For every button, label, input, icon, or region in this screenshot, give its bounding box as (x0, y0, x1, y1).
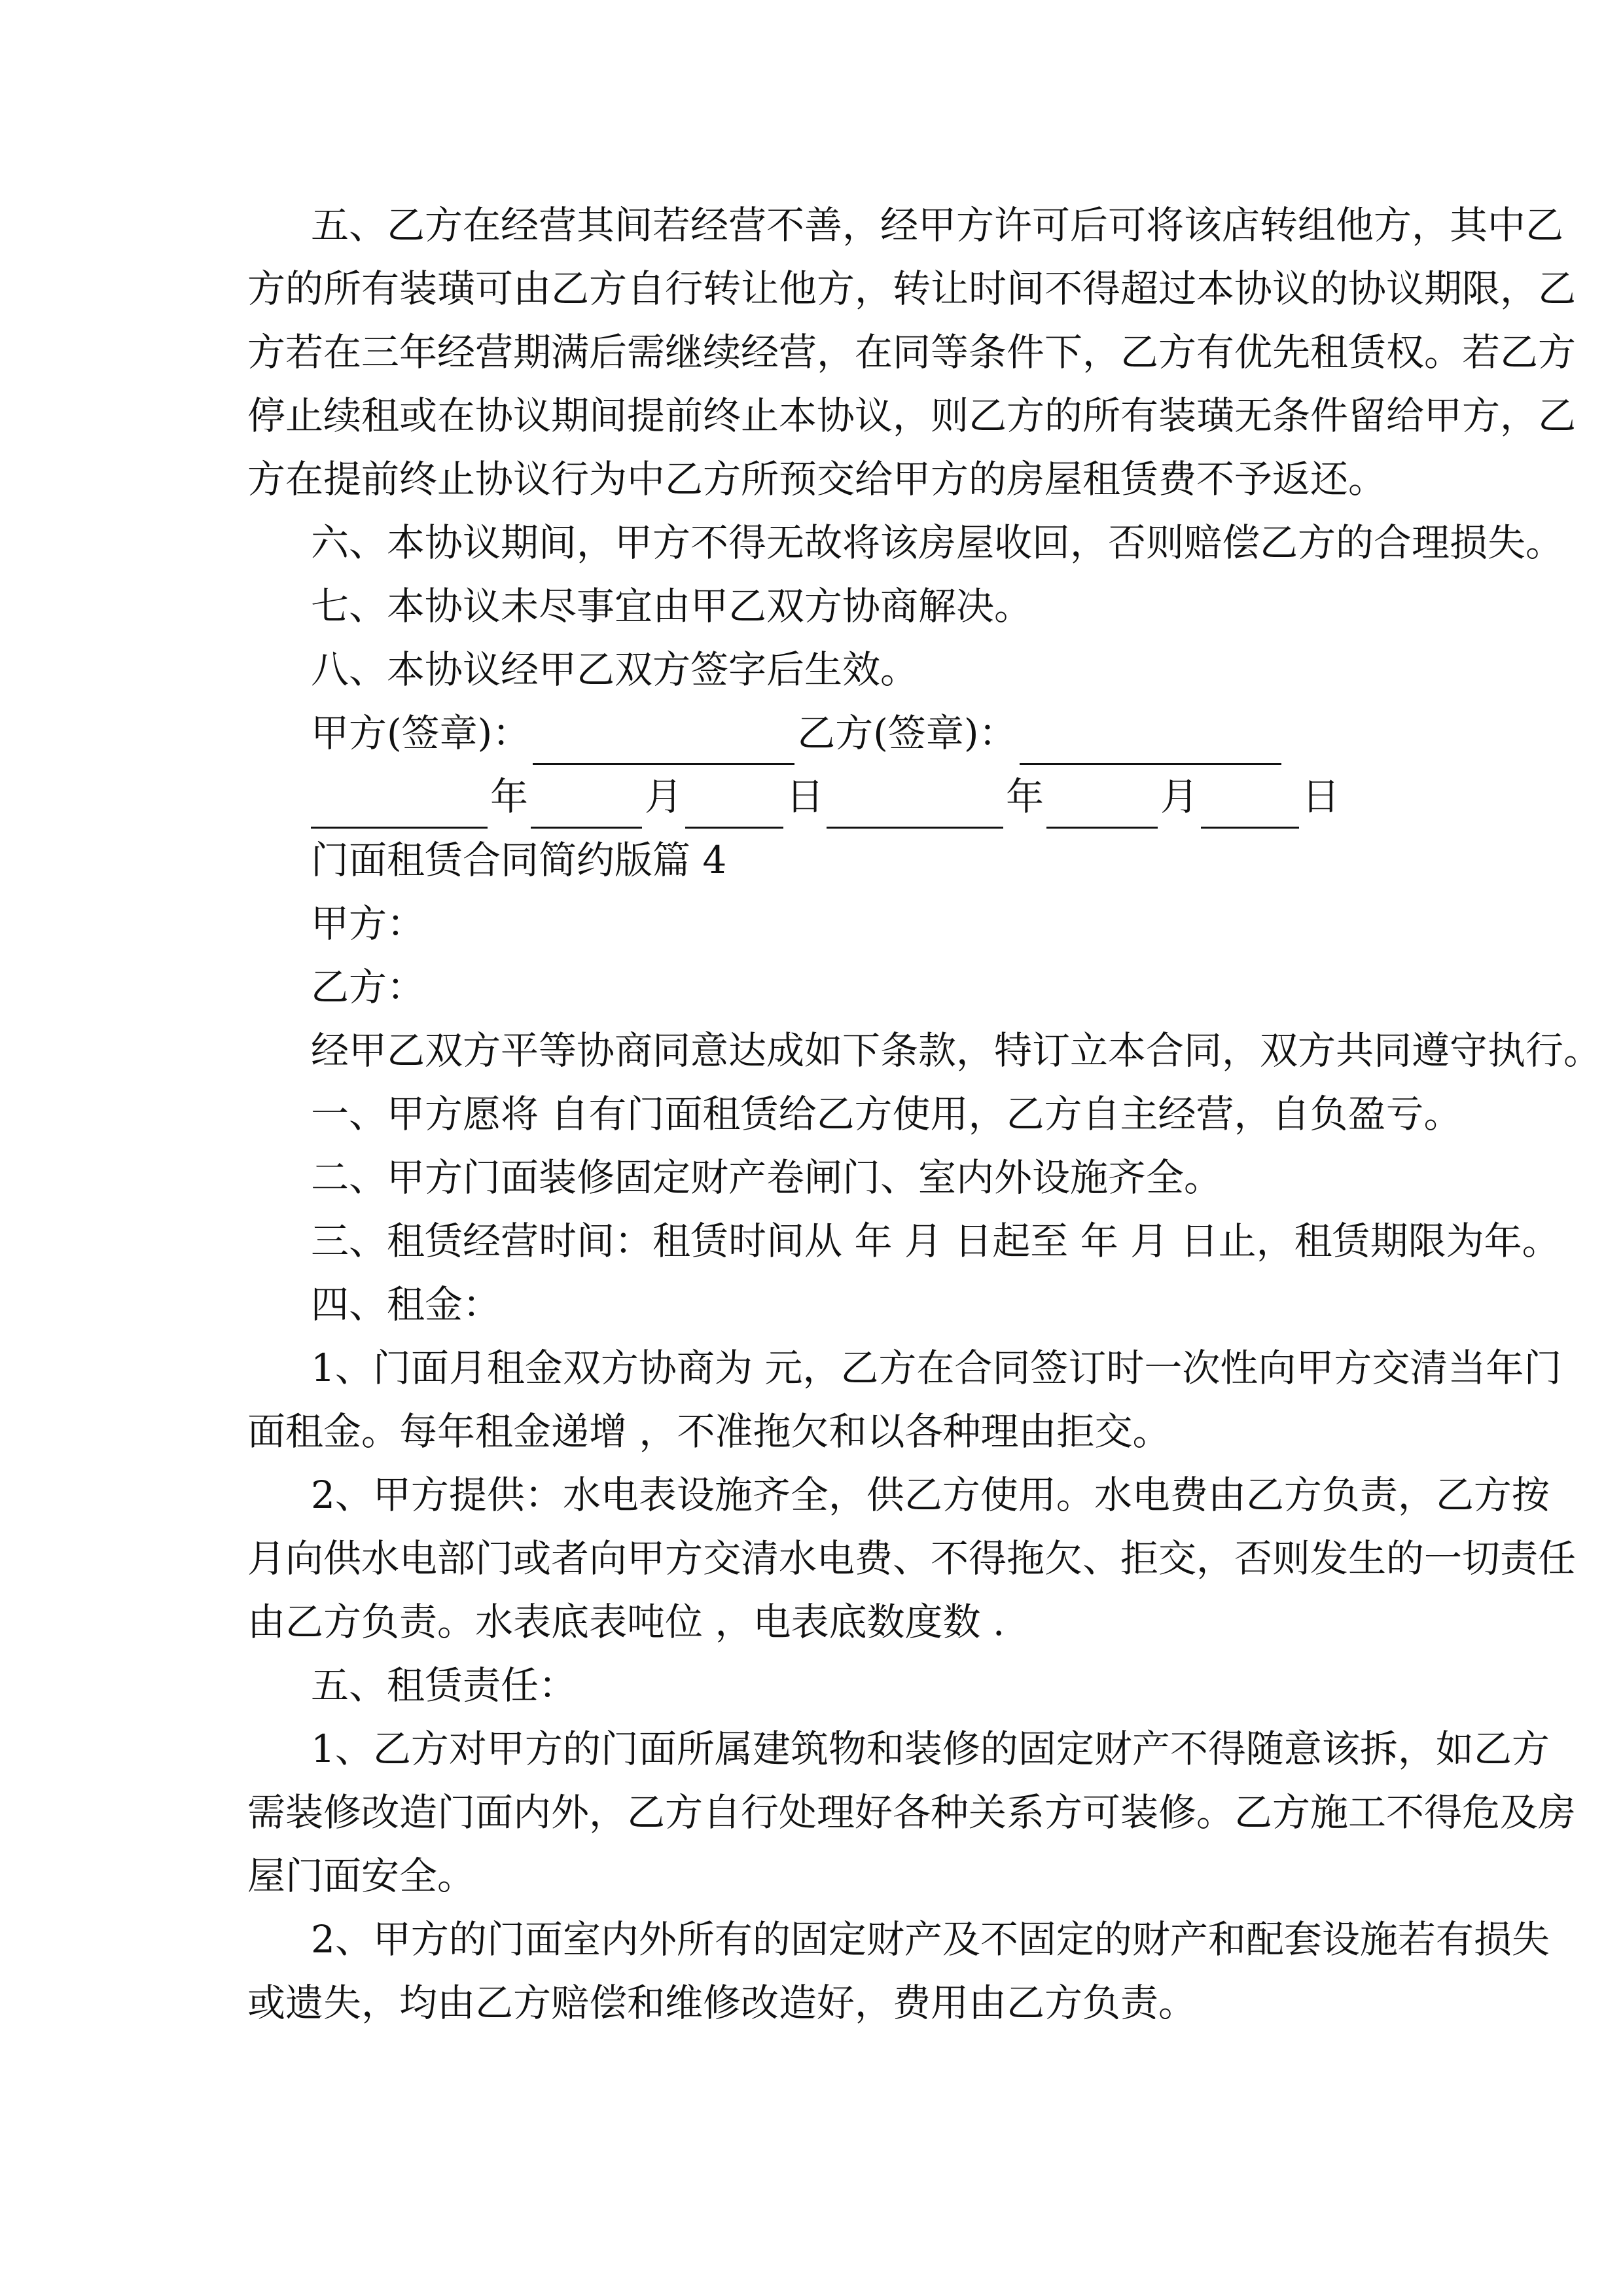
party-a-line: 甲方： (311, 901, 425, 946)
day-label: 日 (786, 774, 825, 819)
item-3: 三、租赁经营时间：租赁时间从 年 月 日起至 年 月 日止，租赁期限为年。 (311, 1219, 1560, 1263)
document-page (247, 194, 1602, 2035)
clause-6: 六、本协议期间，甲方不得无故将该房屋收回，否则赔偿乙方的合理损失。 (311, 520, 1564, 565)
paragraph-line: 2、甲方的门面室内外所有的固定财产及不固定的财产和配套设施若有损失 (311, 1917, 1550, 1962)
item-5-heading: 五、租赁责任： (311, 1663, 577, 1708)
party-b-line: 乙方： (311, 965, 425, 1009)
signature-row (247, 702, 1389, 765)
paragraph-line: 五、乙方在经营其间若经营不善，经甲方许可后可将该店转组他方，其中乙 (311, 203, 1564, 247)
section-title: 门面租赁合同简约版篇 4 (311, 838, 727, 882)
year-blank-a[interactable] (311, 783, 488, 829)
preamble: 经甲乙双方平等协商同意达成如下条款，特订立本合同，双方共同遵守执行。 (311, 1028, 1602, 1073)
responsibility-clause-1 (247, 1717, 1577, 1908)
item-2: 二、甲方门面装修固定财产卷闸门、室内外设施齐全。 (311, 1155, 1222, 1200)
paragraph-line: 停止续租或在协议期间提前终止本协议，则乙方的所有装璜无条件留给甲方，乙 (247, 393, 1577, 438)
party-b-signature-blank[interactable] (1020, 720, 1281, 765)
month-label: 月 (645, 774, 683, 819)
clause-5-continued (247, 194, 1577, 511)
month-blank-a[interactable] (531, 783, 642, 829)
year-blank-b[interactable] (827, 783, 1003, 829)
clause-7: 七、本协议未尽事宜由甲乙双方协商解决。 (311, 584, 1033, 628)
day-blank-b[interactable] (1201, 783, 1299, 829)
month-label: 月 (1160, 774, 1199, 819)
month-blank-b[interactable] (1046, 783, 1158, 829)
paragraph-line: 方在提前终止协议行为中乙方所预交给甲方的房屋租赁费不予返还。 (247, 457, 1387, 501)
item-1: 一、甲方愿将 自有门面租赁给乙方使用，乙方自主经营，自负盈亏。 (311, 1092, 1462, 1136)
party-a-signature-label: 甲方(签章)： (311, 711, 531, 755)
paragraph-line: 方若在三年经营期满后需继续经营，在同等条件下，乙方有优先租赁权。若乙方 (247, 330, 1577, 374)
year-label: 年 (490, 774, 529, 819)
rent-clause-1 (247, 1336, 1562, 1463)
paragraph-line: 月向供水电部门或者向甲方交清水电费、不得拖欠、拒交，否则发生的一切责任 (247, 1536, 1577, 1581)
paragraph-line: 方的所有装璜可由乙方自行转让他方，转让时间不得超过本协议的协议期限，乙 (247, 266, 1577, 311)
paragraph-line: 需装修改造门面内外，乙方自行处理好各种关系方可装修。乙方施工不得危及房 (247, 1790, 1577, 1835)
paragraph-line: 屋门面安全。 (247, 1854, 476, 1898)
paragraph-line: 由乙方负责。水表底表吨位 ，电表底数度数 . (247, 1600, 1005, 1644)
day-label: 日 (1302, 774, 1340, 819)
clause-8: 八、本协议经甲乙双方签字后生效。 (311, 647, 919, 692)
day-blank-a[interactable] (685, 783, 783, 829)
paragraph-line: 1、门面月租金双方协商为 元，乙方在合同签订时一次性向甲方交清当年门 (311, 1346, 1562, 1390)
party-b-signature-label: 乙方(签章)： (797, 711, 1017, 755)
year-label: 年 (1006, 774, 1044, 819)
responsibility-clause-2 (247, 1908, 1550, 2035)
paragraph-line: 或遗失，均由乙方赔偿和维修改造好，费用由乙方负责。 (247, 1981, 1197, 2025)
paragraph-line: 2、甲方提供：水电表设施齐全，供乙方使用。水电费由乙方负责，乙方按 (311, 1473, 1550, 1517)
item-4-heading: 四、租金： (311, 1282, 501, 1327)
rent-clause-2 (247, 1463, 1577, 1654)
paragraph-line: 面租金。每年租金递增 ，不准拖欠和以各种理由拒交。 (247, 1409, 1171, 1454)
party-a-signature-blank[interactable] (533, 720, 794, 765)
paragraph-line: 1、乙方对甲方的门面所属建筑物和装修的固定财产不得随意该拆，如乙方 (311, 1727, 1550, 1771)
date-row (247, 765, 1389, 829)
